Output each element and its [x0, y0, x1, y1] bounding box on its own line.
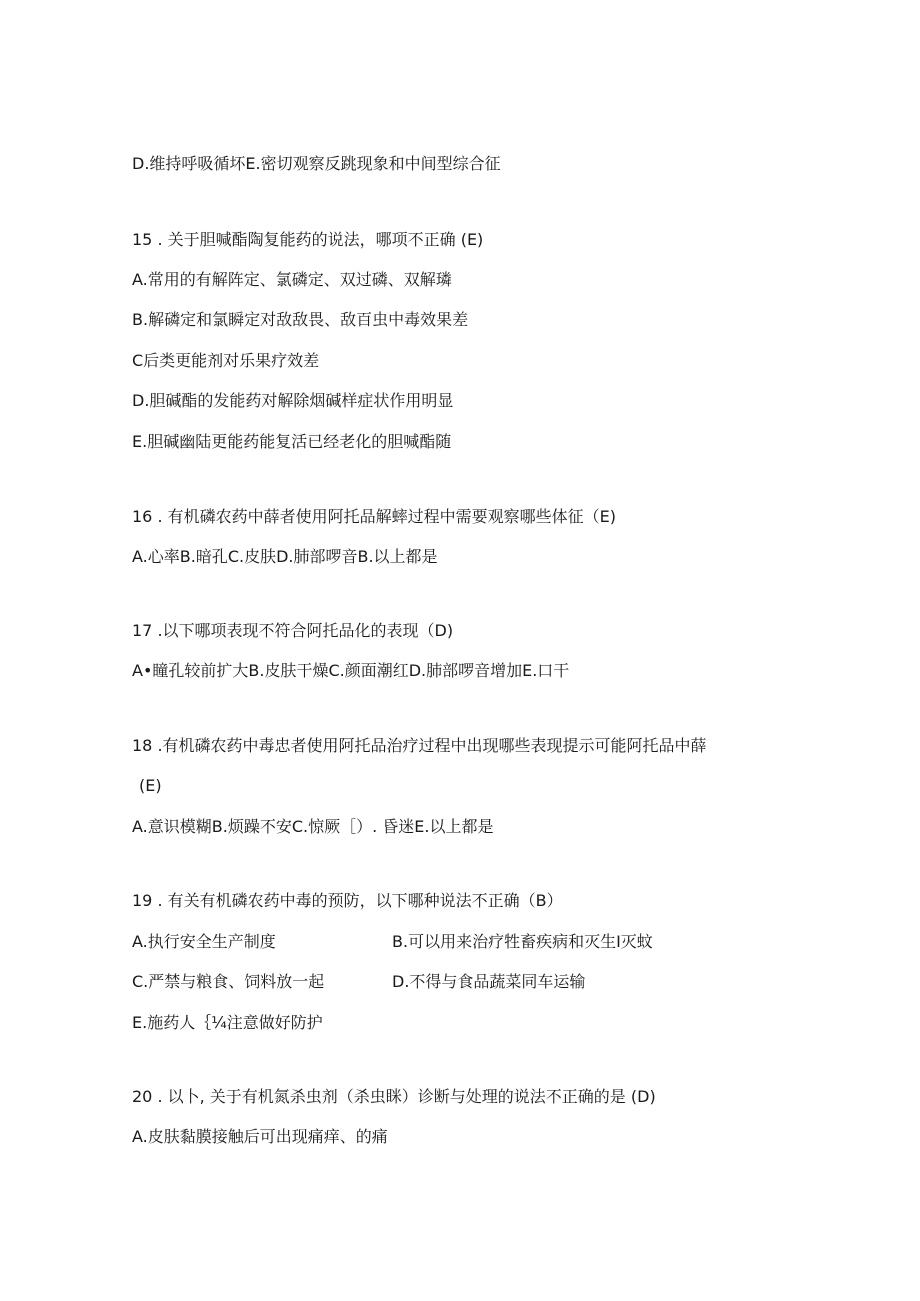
answer-18: (E) [139, 776, 162, 795]
option-15d: D.胆碱酯的发能药对解除烟碱样症状作用明显 [132, 391, 454, 410]
question-15: 15 . 关于胆喊酯陶复能药的说法，哪项不正确 (E) [132, 230, 484, 249]
option-15c: C后类更能剂对乐果疗效差 [132, 351, 320, 370]
option-19a: A.执行安全生产制度 [132, 932, 276, 951]
option-20a: A.皮肤黏膜接触后可出现痛痒、的痛 [132, 1127, 388, 1146]
question-17: 17 .以下哪项表现不符合阿托品化的表现（D) [132, 621, 454, 640]
options-16: A.心率B.暗孔C.皮肤D.肺部啰音B.以上都是 [132, 547, 438, 566]
option-19b: B.可以用来治疗牲畜疾病和灭生I灭蚊 [392, 932, 653, 951]
question-20: 20 . 以卜, 关于有机氮杀虫剂（杀虫眯）诊断与处理的说法不正确的是 (D) [132, 1087, 656, 1106]
options-17: A•瞳孔较前扩大B.皮肤干燥C.颜面潮红D.肺部啰音增加E.口干 [132, 661, 570, 680]
question-19: 19 . 有关有机磷农药中毒的预防，以下哪种说法不正确（B） [132, 891, 563, 910]
option-15a: A.常用的有解阵定、氯磷定、双过磷、双解璘 [132, 270, 452, 289]
option-line-14de: D.维持呼吸循坏E.密切观察反跳现象和中间型综合征 [132, 154, 501, 173]
options-18: A.意识模糊B.烦躁不安C.惊厥［）. 昏迷E.以上都是 [132, 817, 494, 836]
option-19c: C.严禁与粮食、饲料放一起 [132, 972, 325, 991]
option-15b: B.解磷定和氯瞬定对敌敌畏、敌百虫中毒效果差 [132, 310, 469, 329]
option-15e: E.胆碱幽陆更能药能复活已经老化的胆喊酯随 [132, 432, 452, 451]
option-19d: D.不得与食品蔬菜同车运输 [392, 972, 586, 991]
option-19e: E.施药人｛¼注意做好防护 [132, 1013, 323, 1032]
question-18: 18 .有机磷农药中毒忠者使用阿托品治疗过程中出现哪些表现提示可能阿托品中薛 [132, 736, 707, 755]
question-16: 16 . 有机磷农药中薛者使用阿托品解蟀过程中需要观察哪些体征（E) [132, 507, 616, 526]
